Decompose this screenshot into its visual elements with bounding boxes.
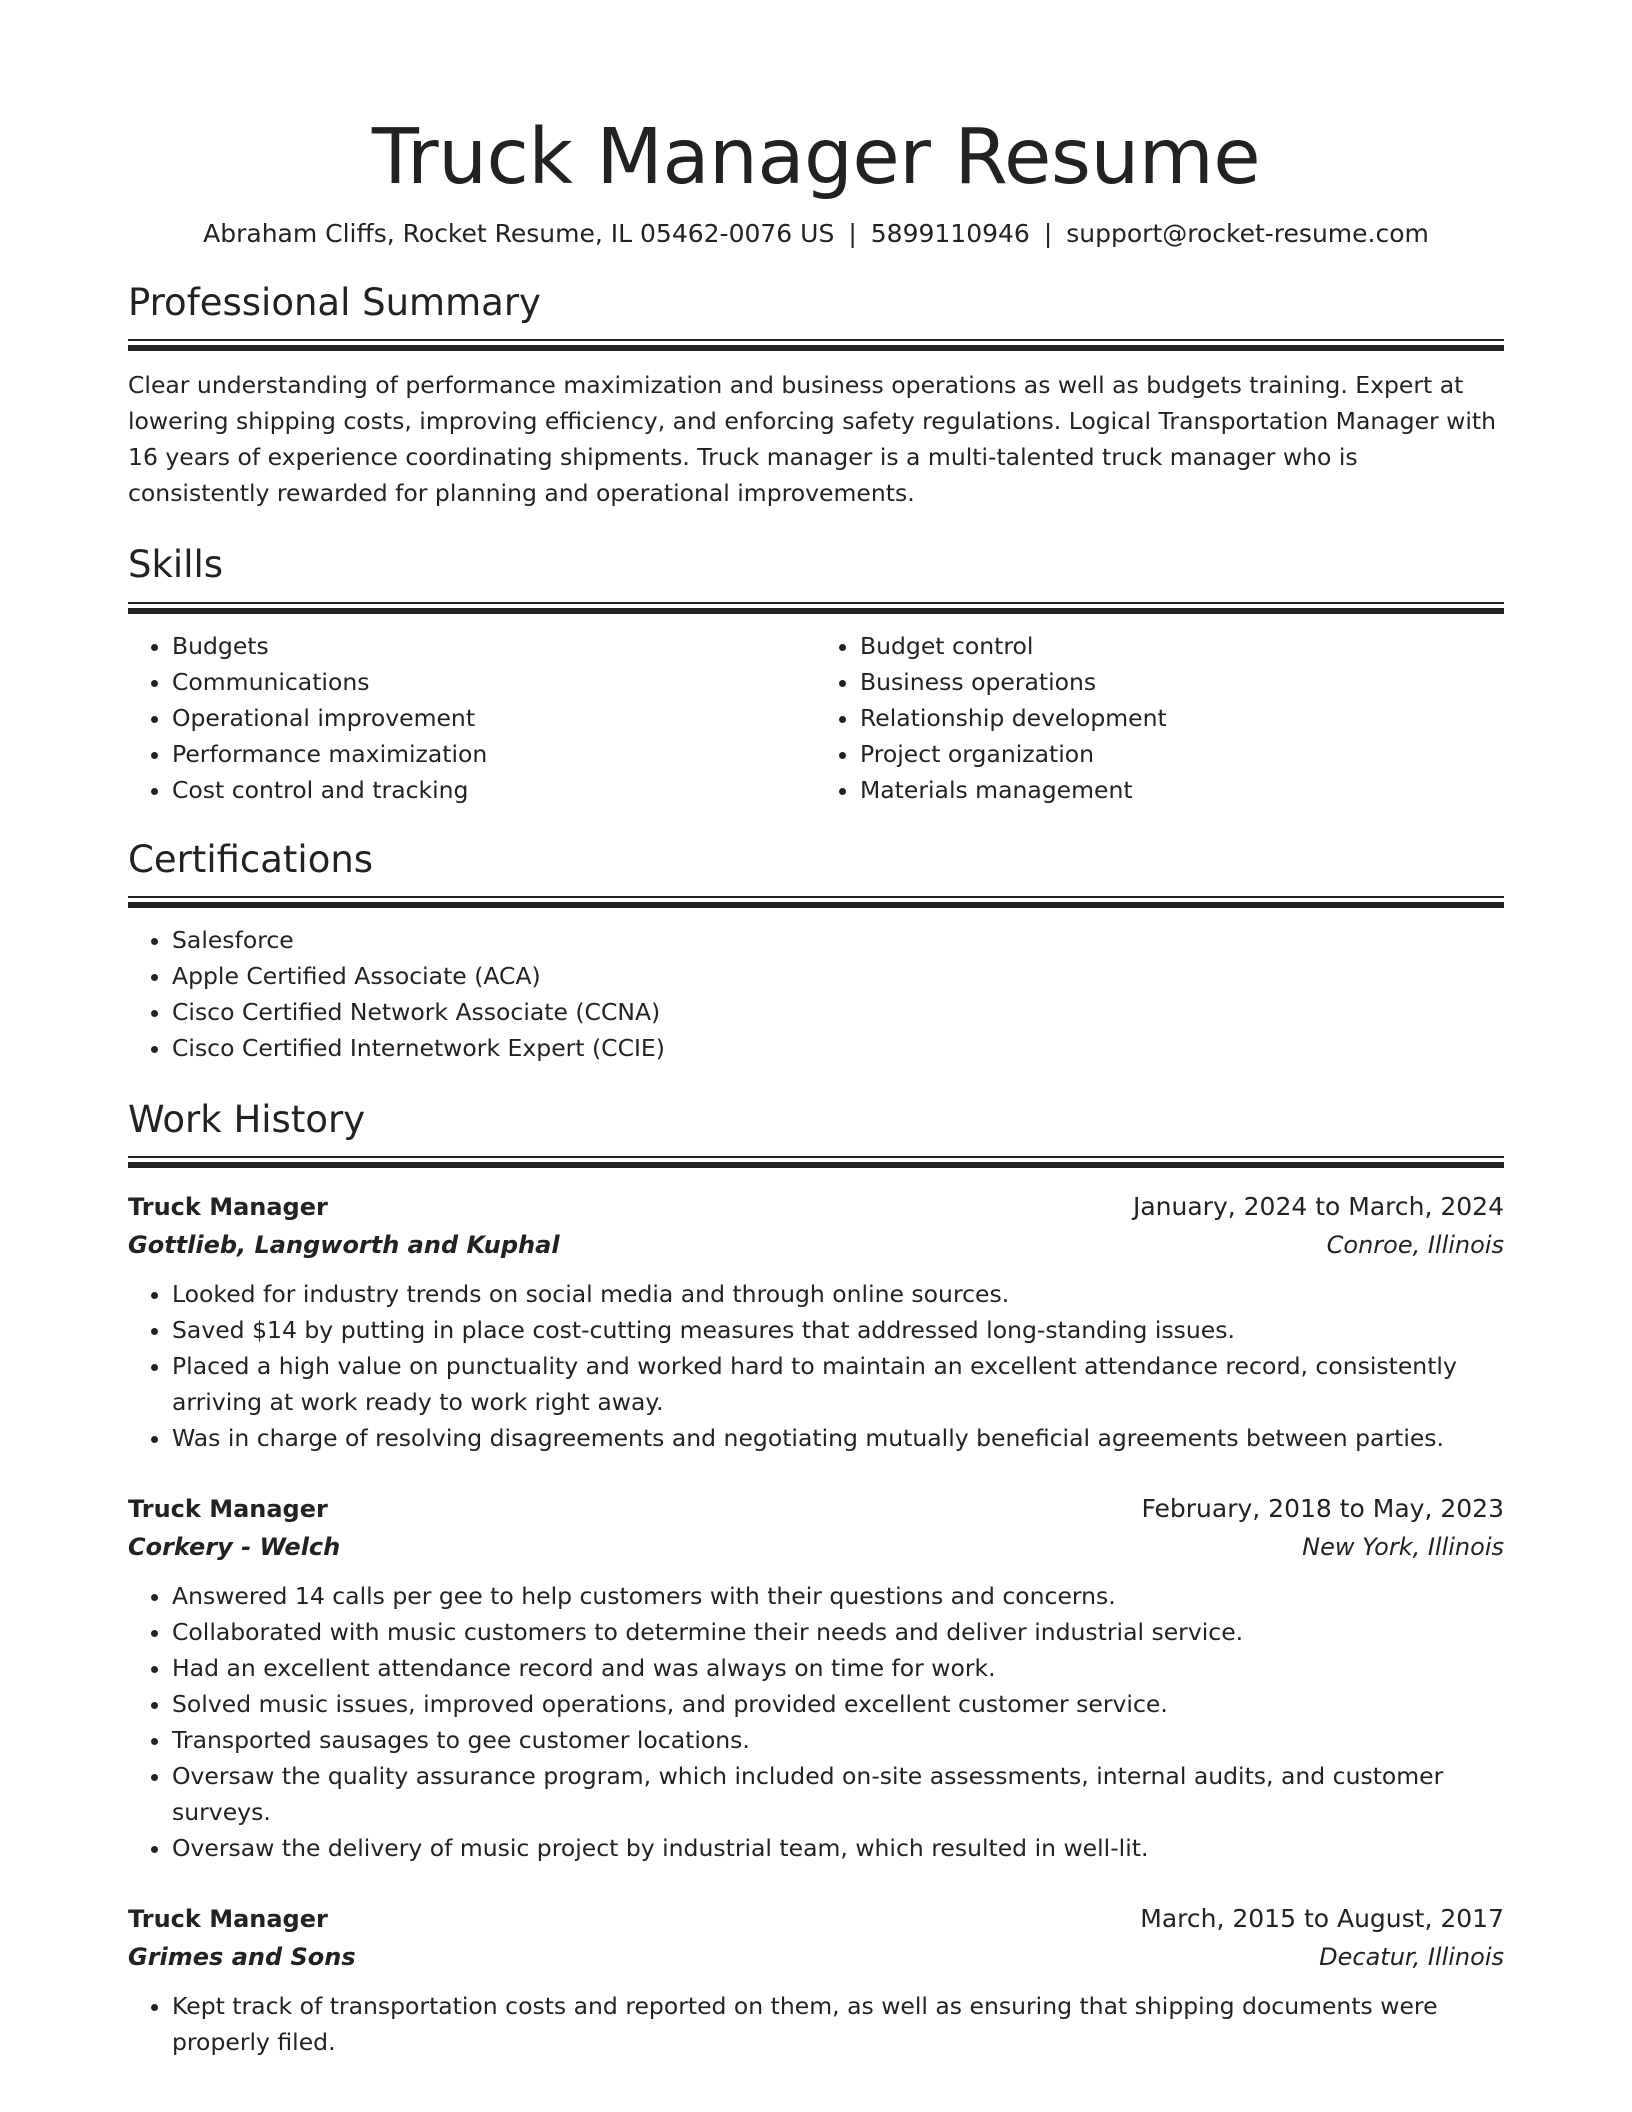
job-entry xyxy=(128,1490,1504,1866)
job-location: Decatur, Illinois xyxy=(1319,1943,1504,1972)
skills-list-left xyxy=(128,628,816,808)
contact-line xyxy=(128,218,1504,251)
certification-item: • Cisco Certified Internetwork Expert (CCIE) xyxy=(172,1030,1504,1066)
skills-list-right xyxy=(816,628,1504,808)
certifications-list xyxy=(128,922,1504,1066)
contact-separator: | xyxy=(848,219,857,249)
job-dates: January, 2024 to March, 2024 xyxy=(1132,1192,1504,1222)
skill-item: • Operational improvement xyxy=(172,700,816,736)
job-duty: • Looked for industry trends on social media and through online sources. xyxy=(172,1276,1504,1312)
job-entry xyxy=(128,1188,1504,1456)
job-header-row xyxy=(128,1490,1504,1528)
section-divider xyxy=(128,602,1504,614)
contact-email: support@rocket-resume.com xyxy=(1066,219,1429,249)
job-dates: March, 2015 to August, 2017 xyxy=(1140,1904,1504,1934)
job-title: Truck Manager xyxy=(128,1193,328,1222)
certifications-section xyxy=(128,838,1504,1066)
contact-address: Abraham Cliffs, Rocket Resume, IL 05462-0076 US xyxy=(203,219,835,249)
section-divider xyxy=(128,896,1504,908)
job-location: New York, Illinois xyxy=(1302,1533,1504,1562)
section-divider xyxy=(128,339,1504,351)
job-duty: • Kept track of transportation costs and reported on them, as well as ensuring that shipping documents were properly filed. xyxy=(172,1988,1504,2060)
job-duties-list xyxy=(128,1276,1504,1456)
job-entry xyxy=(128,1900,1504,2060)
skill-item: • Cost control and tracking xyxy=(172,772,816,808)
job-duty: • Had an excellent attendance record and was always on time for work. xyxy=(172,1650,1504,1686)
contact-separator: | xyxy=(1043,219,1053,249)
job-duty: • Collaborated with music customers to determine their needs and deliver industrial service. xyxy=(172,1614,1504,1650)
job-duty: • Solved music issues, improved operations, and provided excellent customer service. xyxy=(172,1686,1504,1722)
summary-section xyxy=(128,281,1504,511)
contact-phone: 5899110946 xyxy=(870,219,1030,249)
job-company-row xyxy=(128,1226,1504,1264)
work-history-section xyxy=(128,1098,1504,2060)
job-duties-list xyxy=(128,1988,1504,2060)
job-duty: • Was in charge of resolving disagreements and negotiating mutually beneficial agreements between parties. xyxy=(172,1420,1504,1456)
job-header-row xyxy=(128,1900,1504,1938)
skill-item: • Relationship development xyxy=(860,700,1504,736)
certifications-heading: Certifications xyxy=(128,837,374,881)
job-duty: • Answered 14 calls per gee to help customers with their questions and concerns. xyxy=(172,1578,1504,1614)
skill-item: • Materials management xyxy=(860,772,1504,808)
certification-item: • Salesforce xyxy=(172,922,1504,958)
job-duties-list xyxy=(128,1578,1504,1866)
job-duty: • Transported sausages to gee customer locations. xyxy=(172,1722,1504,1758)
job-duty: • Oversaw the delivery of music project by industrial team, which resulted in well-lit. xyxy=(172,1830,1504,1866)
job-duty: • Saved $14 by putting in place cost-cutting measures that addressed long-standing issues. xyxy=(172,1312,1504,1348)
work-history-heading: Work History xyxy=(128,1098,366,1142)
summary-heading: Professional Summary xyxy=(128,280,541,324)
job-duty: • Oversaw the quality assurance program, which included on-site assessments, internal audits, and customer surveys. xyxy=(172,1758,1504,1830)
job-company: Gottlieb, Langworth and Kuphal xyxy=(128,1231,560,1260)
certification-item: • Cisco Certified Network Associate (CCNA) xyxy=(172,994,1504,1030)
job-company-row xyxy=(128,1938,1504,1976)
skills-section xyxy=(128,543,1504,807)
job-header-row xyxy=(128,1188,1504,1226)
skill-item: • Budget control xyxy=(860,628,1504,664)
job-company: Grimes and Sons xyxy=(128,1943,356,1972)
skills-heading: Skills xyxy=(128,543,224,587)
skills-grid xyxy=(128,628,1504,808)
job-duty: • Placed a high value on punctuality and worked hard to maintain an excellent attendance record, consistently arriving at work ready to work right away. xyxy=(172,1348,1504,1420)
certification-item: • Apple Certified Associate (ACA) xyxy=(172,958,1504,994)
job-location: Conroe, Illinois xyxy=(1326,1231,1504,1260)
skill-item: • Performance maximization xyxy=(172,736,816,772)
resume-title: Truck Manager Resume xyxy=(371,113,1261,202)
job-company-row xyxy=(128,1528,1504,1566)
summary-text: Clear understanding of performance maximization and business operations as well as budgets training. Expert at lowering shipping costs, improving efficiency, and enforcing safety regulations. Logical Transportation Manager with 16 years of experience coordinating shipments. Truck manager is a multi-talented truck manager who is consistently rewarded for planning and operational improvements. xyxy=(128,371,1497,508)
job-title: Truck Manager xyxy=(128,1905,328,1934)
skill-item: • Business operations xyxy=(860,664,1504,700)
job-dates: February, 2018 to May, 2023 xyxy=(1141,1494,1504,1524)
job-company: Corkery - Welch xyxy=(128,1533,341,1562)
section-divider xyxy=(128,1156,1504,1168)
job-title: Truck Manager xyxy=(128,1495,328,1524)
skill-item: • Communications xyxy=(172,664,816,700)
skill-item: • Project organization xyxy=(860,736,1504,772)
skill-item: • Budgets xyxy=(172,628,816,664)
